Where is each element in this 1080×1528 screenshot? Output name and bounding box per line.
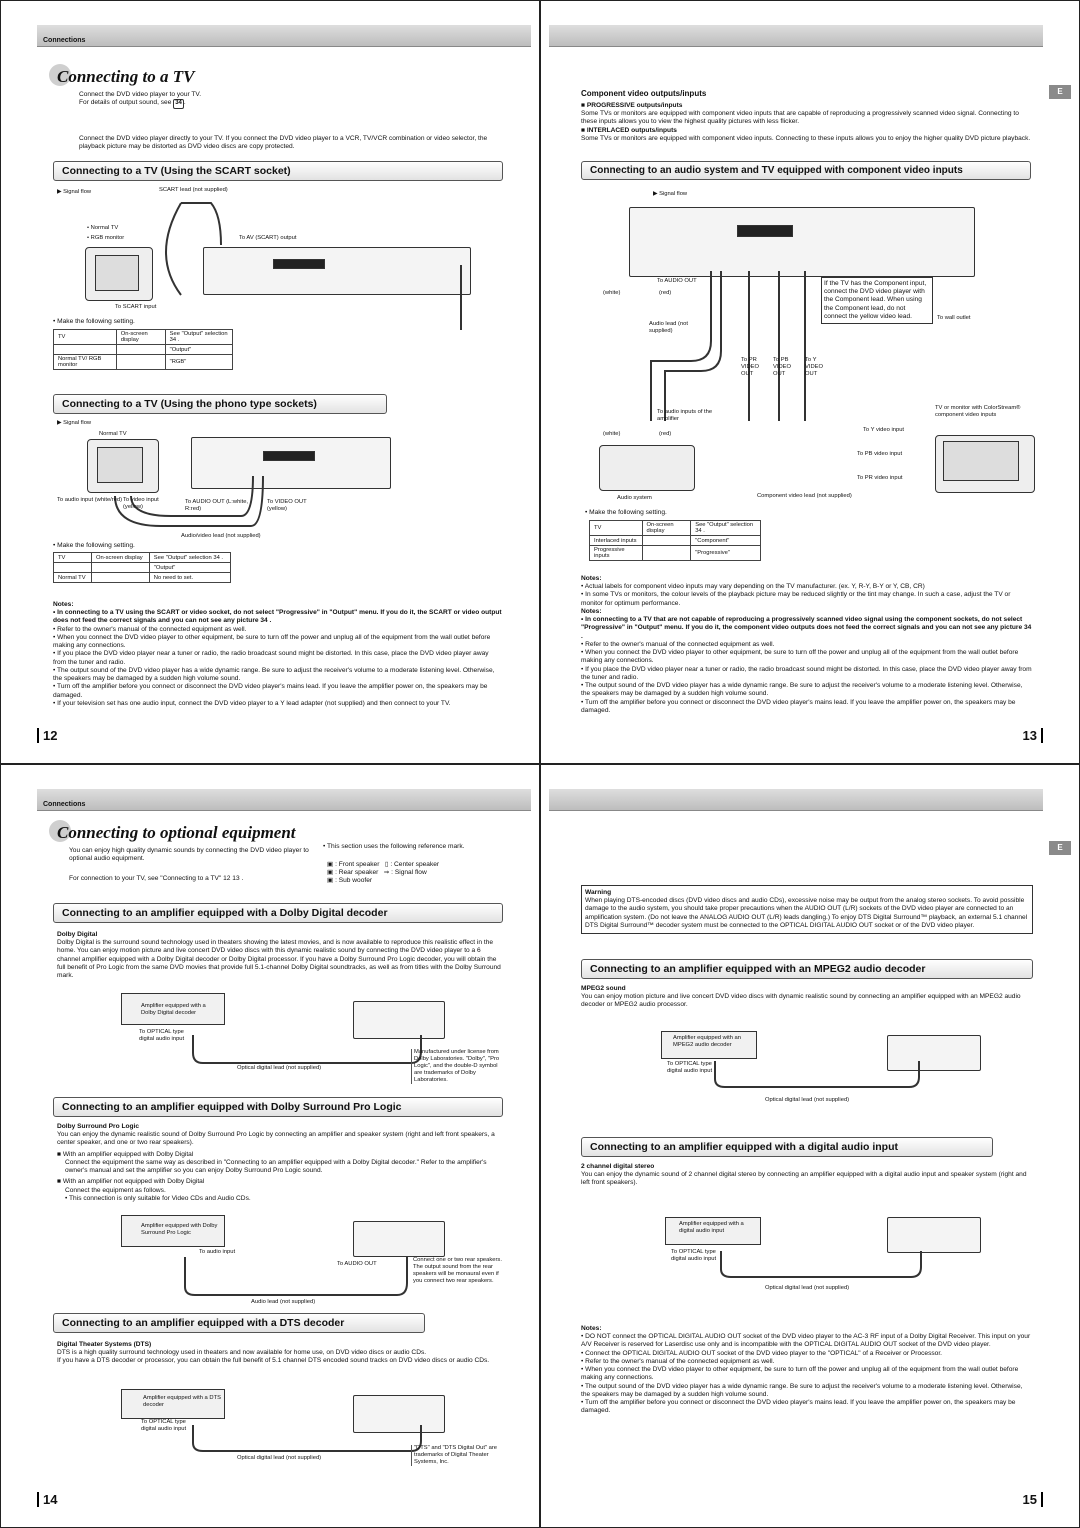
reference-legend: ▣ : Front speaker ▯ : Center speaker ▣ : Rear speaker ⇒ : Signal flow ▣ : Sub woofer: [327, 861, 440, 885]
header-bar: [549, 789, 1043, 811]
tv-monitor-label: TV or monitor with ColorStream® component video inputs: [935, 405, 1021, 418]
section-component: Connecting to an audio system and TV equipped with component video inputs: [581, 161, 1031, 180]
section-pro-logic: Connecting to an amplifier equipped with Dolby Surround Pro Logic: [53, 1097, 503, 1117]
page-14: [0, 764, 540, 1528]
digital-amp-label: Amplifier equipped with a digital audio input: [679, 1221, 744, 1234]
make-setting-label: • Make the following setting.: [53, 318, 135, 325]
pro-logic-text: Dolby Surround Pro Logic You can enjoy the dynamic realistic sound of Dolby Surround Pro Logic by connecting an amplifier and speaker system (right and left front speakers, a center speaker, and one or two rear speakers). ■ With an amplifier equipped with Dolby Digital Connect the equipment the same way as described in "Connecting to an amplifier equipped with a Dolby Digital decoder." Refer to the amplifier's owner's manual and set the amplifier so you can enjoy Dolby Surround Pro Logic sound. ■ With an amplifier not equipped with Dolby Digital Connect the equipment as follows. • This connection is only suitable for Video CDs and Audio CDs.: [57, 1123, 495, 1202]
dolby-optical-label: To OPTICAL type digital audio input: [139, 1029, 185, 1042]
phono-audio-in-label: To audio input (white/red): [57, 497, 123, 503]
section-mpeg2: Connecting to an amplifier equipped with an MPEG2 audio decoder: [581, 959, 1033, 979]
to-pb-label: To PB VIDEO OUT: [773, 357, 792, 377]
to-pr-in-label: To PR video input: [857, 475, 903, 481]
dolby-optical-lead: Optical digital lead (not supplied): [237, 1065, 322, 1071]
mpeg-optical-label: To OPTICAL type digital audio input: [667, 1061, 713, 1074]
phono-lead-label: Audio/video lead (not supplied): [181, 533, 261, 539]
language-tab: E: [1049, 841, 1071, 855]
to-y-in-label: To Y video input: [863, 427, 905, 433]
pl-audio-input-label: To audio input: [199, 1249, 236, 1255]
phono-tv-label: Normal TV: [99, 431, 127, 437]
pl-rear-note: Connect one or two rear speakers. The output sound from the rear speakers will be monaural even if you connect two rear speakers.: [413, 1257, 502, 1284]
signal-flow-label: ▶ Signal flow: [57, 189, 92, 195]
digital-optical-lead: Optical digital lead (not supplied): [765, 1285, 850, 1291]
section-phono: Connecting to a TV (Using the phono type sockets): [53, 394, 387, 414]
page-number: 13: [1023, 728, 1043, 743]
mpeg-optical-cable: [709, 1057, 949, 1097]
tv-note: If the TV has the Component input, connect the DVD video player with the Component lead. When using the Component lead, do not connect the yellow video lead.: [821, 277, 933, 324]
intro-paragraph: Connect the DVD video player directly to your TV. If you connect the DVD video player to a VCR, TV/VCR combination or video selector, the playback picture may be distorted as DVD video discs are copy protected.: [79, 135, 488, 151]
section-dolby-digital: Connecting to an amplifier equipped with a Dolby Digital decoder: [53, 903, 503, 923]
dolby-amp-label: Amplifier equipped with a Dolby Digital decoder: [141, 1003, 206, 1016]
digital-optical-cable: [715, 1247, 955, 1287]
header-bar: [549, 25, 1043, 47]
pl-audio-out-label: To AUDIO OUT: [337, 1261, 377, 1267]
reference-note: • This section uses the following reference mark.: [323, 843, 465, 850]
dolby-trademark: Manufactured under license from Dolby Laboratories. "Dolby", "Pro Logic", and the double-D symbol are trademarks of Dolby Laboratories.: [411, 1049, 503, 1084]
phono-video-out-label: To VIDEO OUT (yellow): [267, 499, 307, 512]
signal-flow-label: ▶ Signal flow: [653, 191, 688, 197]
to-pb-in-label: To PB video input: [857, 451, 903, 457]
header-bar: [37, 789, 531, 811]
intro-text: Connect the DVD video player to your TV. For details of output sound, see 34 .: [79, 91, 279, 109]
dts-optical-label: To OPTICAL type digital audio input: [141, 1419, 187, 1432]
pl-audio-cable: [177, 1251, 417, 1301]
digital-input-text: 2 channel digital stereo You can enjoy the dynamic sound of 2 channel digital stereo by connecting an amplifier equipped with a digital audio input and speaker system (right and left front speakers).: [581, 1163, 1027, 1187]
white-label-2: (white): [603, 431, 621, 437]
dolby-text: Dolby Digital Dolby Digital is the surround sound technology used in theaters showing the latest movies, and is now available to reproduce this realistic effect in the home. You can enjoy motion picture and live concert DVD video discs with this dynamic realistic sound by connecting the DVD video player to a 6 channel amplifier equipped with a Dolby Digital decoder or Dolby Digital processor. If you have a Dolby Surround Pro Logic decoder, you will obtain the full benefit of Pro Logic from the same DVD movies that provide full 5.1-channel Dolby Digital soundtracks, as well as from titles with the Dolby Surround mark.: [57, 931, 501, 980]
red-label: (red): [659, 290, 672, 296]
audio-system-label: Audio system: [617, 495, 652, 501]
component-section: Component video outputs/inputs ■ PROGRESSIVE outputs/inputs Some TVs or monitors are equipped with component video inputs that are capable of reproducing a progressively scanned video signal. Connecting to these inputs allows you to view the highest quality pictures with less flicker. ■ INTERLACED outputs/inputs Some TVs or monitors are equipped with component video inputs. Connecting to these inputs allows you to enjoy the higher quality DVD picture playback.: [581, 89, 1031, 142]
tv-type-1: • Normal TV: [87, 225, 119, 231]
tv-monitor-screen: [943, 441, 1019, 481]
phono-signal-flow: ▶ Signal flow: [57, 420, 92, 426]
section-scart: Connecting to a TV (Using the SCART socket): [53, 161, 503, 181]
audio-lead-label: Audio lead (not supplied): [649, 321, 688, 334]
mpeg-optical-lead: Optical digital lead (not supplied): [765, 1097, 850, 1103]
header-bar: [37, 25, 531, 47]
section-dts: Connecting to an amplifier equipped with a DTS decoder: [53, 1313, 425, 1333]
digital-optical-label: To OPTICAL type digital audio input: [671, 1249, 717, 1262]
phono-cable: [101, 456, 281, 536]
mpeg2-text: MPEG2 sound You can enjoy motion picture and live concert DVD video discs with dynamic realistic sound by connecting an amplifier equipped with an MPEG2 audio decoder or MPEG2 audio processor.: [581, 985, 1021, 1009]
tv-screen: [95, 255, 139, 291]
tv-type-2: • RGB monitor: [87, 235, 125, 241]
phono-make-setting: • Make the following setting.: [53, 542, 135, 549]
section-digital-input: Connecting to an amplifier equipped with a digital audio input: [581, 1137, 993, 1157]
section-header: Connections: [43, 801, 86, 808]
audio-system-illustration: [599, 445, 695, 491]
phono-setting-table: TV On-screen display See "Output" selection 34 . "Output" Normal TV No need to set.: [53, 552, 231, 583]
scart-input-label: To SCART input: [115, 304, 157, 310]
page-number: 14: [37, 1492, 57, 1507]
dts-trademark: "DTS" and "DTS Digital Out" are trademarks of Digital Theater Systems, Inc.: [411, 1445, 503, 1466]
dts-optical-lead: Optical digital lead (not supplied): [237, 1455, 322, 1461]
dts-text: Digital Theater Systems (DTS) DTS is a high quality surround technology used in theaters and now available for home use, on DVD video discs or audio CDs. If you have a DTS decoder or processor, you can obtain the full benefit of 5.1 channel DTS encoded sound tracks on DVD video discs or audio CDs.: [57, 1341, 490, 1365]
notes-block: Notes: • DO NOT connect the OPTICAL DIGITAL AUDIO OUT socket of the DVD video player to the AC-3 RF input of a Dolby Digital Receiver. This input on your A/V Receiver is reserved for Laserdisc use only and is incompatible with the OPTICAL DIGITAL AUDIO OUT socket of the DVD video player. • Connect the OPTICAL DIGITAL AUDIO OUT socket of the DVD video player to the "OPTICAL" of a Receiver or Processor. • Refer to the owner's manual of the connected equipment as well. • When you connect the DVD video player to other equipment, be sure to turn off the power and unplug all of the equipment from the wall outlet before making any connections. • The output sound of the DVD video player has a wide dynamic range. Be sure to adjust the receiver's volume to a moderate listening level. Otherwise, the speakers may be damaged by a sudden high volume sound. • Turn off the amplifier before you connect or disconnect the DVD video player's mains lead. If you leave the amplifier power on, the speakers may be damaged.: [581, 1325, 1031, 1415]
to-audio-out-label: To AUDIO OUT: [657, 278, 697, 284]
notes-block-1: Notes: • Actual labels for component video inputs may vary depending on the TV manufacturer. (ex. Y, R-Y, B-Y or Y, CB, CR) • In some TVs or monitors, the colour levels of the playback picture may be reduced slightly or the tint may change. In such a case, adjust the TV or monitor for optimum performance. Notes: • In connecting to a TV that are not capable of reproducing a progressively scanned video signal using the component sockets, do not select "Progressive" in "Output" menu. If you do it, the component video outputs does not feed the correct signals and you can not see any picture 34 . • Refer to the owner's manual of the connected equipment as well. • When you connect the DVD video player to other equipment, be sure to turn off the power and unplug all of the equipment from the wall outlet before making any connections. • If you place the DVD video player near a tuner or radio, the radio broadcast sound might be distorted. In this case, place the DVD video player away from the tuner and radio. • The output sound of the DVD video player has a wide dynamic range. Be sure to adjust the receiver's volume to a moderate listening level. Otherwise, the speakers may be damaged by a sudden high volume sound. • Turn off the amplifier before you connect or disconnect the DVD video player's mains lead. If you leave the amplifier power on, the speakers may be damaged.: [581, 575, 1032, 714]
component-setting-table: TV On-screen display See "Output" selection 34 . Interlaced inputs "Component" Progressive inputs "Progressive": [589, 520, 761, 561]
scart-lead-label: SCART lead (not supplied): [159, 187, 228, 193]
page-title: Connecting to optional equipment: [57, 823, 296, 843]
language-tab: E: [1049, 85, 1071, 99]
scart-cable: [141, 195, 471, 335]
phono-audio-out-label: To AUDIO OUT (L:white, R:red): [185, 499, 249, 512]
notes-block: Notes: • In connecting to a TV using the SCART or video socket, do not select "Progressive" in "Output" menu. If you do it, the SCART or video output does not feed the correct signals and you can not see any picture 34 . • Refer to the owner's manual of the connected equipment as well. • When you connect the DVD video player to other equipment, be sure to turn off the power and unplug all of the equipment from the wall outlet before making any connections. • If you place the DVD video player near a tuner or radio, the radio broadcast sound might be distorted. In this case, place the DVD video player away from the tuner and radio. • The output sound of the DVD video player has a wide dynamic range. Be sure to adjust the receiver's volume to a moderate listening level. Otherwise, the speakers may be damaged by a sudden high volume sound. • Turn off the amplifier before you connect or disconnect the DVD video player's mains lead. If you leave the amplifier power on, the speakers may be damaged. • If your television set has one audio input, connect the DVD video player to a Y lead adapter (not supplied) and then connect to your TV.: [53, 601, 502, 707]
white-label: (white): [603, 290, 621, 296]
component-lead-label: Component video lead (not supplied): [757, 493, 852, 499]
dts-amp-label: Amplifier equipped with a DTS decoder: [143, 1395, 221, 1408]
mpeg-amp-label: Amplifier equipped with an MPEG2 audio decoder: [673, 1035, 741, 1048]
page-15: [540, 764, 1080, 1528]
intro-text: You can enjoy high quality dynamic sounds by connecting the DVD video player to optional audio equipment.: [69, 847, 309, 863]
wall-outlet-label: To wall outlet: [937, 315, 971, 321]
to-audio-inputs-label: To audio inputs of the amplifier: [657, 409, 713, 422]
page-title: Connecting to a TV: [57, 67, 194, 87]
section-header: Connections: [43, 37, 86, 44]
pl-amp-label: Amplifier equipped with Dolby Surround Pro Logic: [141, 1223, 218, 1236]
page-number: 12: [37, 728, 57, 743]
scart-setting-table: TV On-screen display See "Output" selection 34 . "Output" Normal TV/ RGB monitor "RGB": [53, 329, 233, 370]
phono-video-in-label: To video input (yellow): [123, 497, 159, 510]
intro-tv-ref: For connection to your TV, see "Connecting to a TV" 12 13 .: [69, 875, 244, 882]
page-12: [0, 0, 540, 764]
pl-audio-lead: Audio lead (not supplied): [251, 1299, 316, 1305]
page-number: 15: [1023, 1492, 1043, 1507]
warning-box: Warning When playing DTS-encoded discs (DVD video discs and audio CDs), excessive noise may be output from the analog stereo sockets. To avoid possible damage to the audio system, you should take proper precautions when the AUDIO OUT (L/R) sockets of the DVD video player are connected to an amplification system. (Do not leave the ANALOG AUDIO OUT (L/R) leads dangling.) To enjoy DTS Digital Surround™ playback, an external 5.1 channel DTS Digital Surround™ decoder system must be connected to the OPTICAL DIGITAL AUDIO OUT socket or of the DVD video player.: [581, 885, 1033, 934]
make-setting-label: • Make the following setting.: [585, 509, 667, 516]
scart-av-label: To AV (SCART) output: [239, 235, 297, 241]
page-13: [540, 0, 1080, 764]
to-y-label: To Y VIDEO OUT: [805, 357, 824, 377]
to-pr-label: To PR VIDEO OUT: [741, 357, 760, 377]
red-label-2: (red): [659, 431, 672, 437]
